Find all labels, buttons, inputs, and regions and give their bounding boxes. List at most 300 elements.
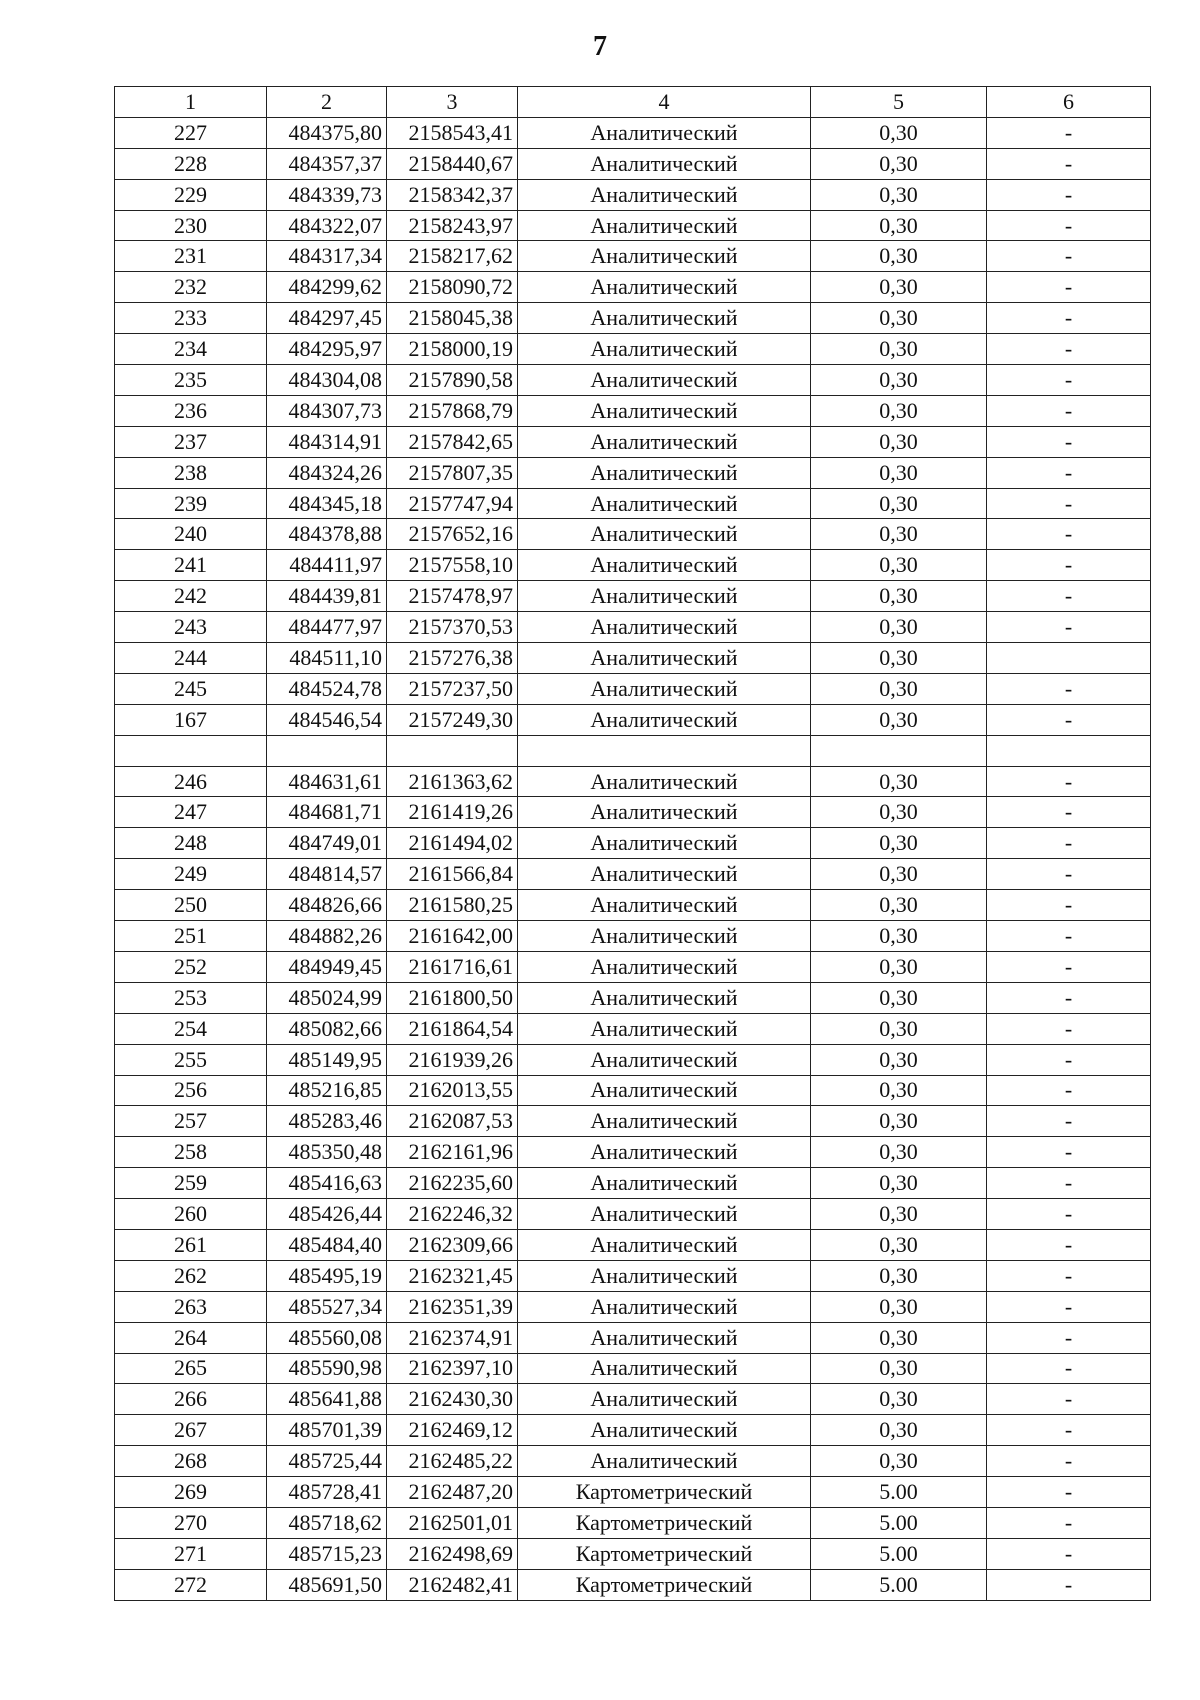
x-coordinate-cell: 484299,62 xyxy=(267,272,387,303)
method-cell: Аналитический xyxy=(518,1013,811,1044)
table-row xyxy=(115,1322,1151,1353)
table-row xyxy=(115,1538,1151,1569)
y-coordinate-cell: 2157249,30 xyxy=(387,704,518,735)
x-coordinate-cell: 485590,98 xyxy=(267,1353,387,1384)
accuracy-cell: 0,30 xyxy=(811,951,987,982)
y-coordinate-cell: 2161419,26 xyxy=(387,797,518,828)
y-coordinate-cell: 2162482,41 xyxy=(387,1569,518,1600)
point-number-cell: 240 xyxy=(115,519,267,550)
x-coordinate-cell: 485350,48 xyxy=(267,1137,387,1168)
method-cell: Аналитический xyxy=(518,550,811,581)
y-coordinate-cell: 2157276,38 xyxy=(387,643,518,674)
table-row xyxy=(115,890,1151,921)
accuracy-cell: 0,30 xyxy=(811,1229,987,1260)
point-number-cell: 245 xyxy=(115,673,267,704)
accuracy-cell: 5.00 xyxy=(811,1569,987,1600)
x-coordinate-cell: 485484,40 xyxy=(267,1229,387,1260)
point-number-cell: 239 xyxy=(115,488,267,519)
method-cell: Аналитический xyxy=(518,1229,811,1260)
table-row xyxy=(115,581,1151,612)
accuracy-cell: 5.00 xyxy=(811,1507,987,1538)
y-coordinate-cell: 2158045,38 xyxy=(387,303,518,334)
accuracy-cell: 0,30 xyxy=(811,365,987,396)
accuracy-cell: 0,30 xyxy=(811,179,987,210)
y-coordinate-cell: 2157890,58 xyxy=(387,365,518,396)
note-cell: - xyxy=(987,1291,1151,1322)
note-cell: - xyxy=(987,1229,1151,1260)
method-cell: Аналитический xyxy=(518,797,811,828)
x-coordinate-cell: 484749,01 xyxy=(267,828,387,859)
y-coordinate-cell: 2161864,54 xyxy=(387,1013,518,1044)
x-coordinate-cell: 485416,63 xyxy=(267,1168,387,1199)
column-header-3: 3 xyxy=(387,87,518,118)
note-cell: - xyxy=(987,1569,1151,1600)
point-number-cell: 233 xyxy=(115,303,267,334)
y-coordinate-cell: 2162485,22 xyxy=(387,1446,518,1477)
table-row xyxy=(115,1569,1151,1600)
accuracy-cell: 0,30 xyxy=(811,1199,987,1230)
point-number-cell: 269 xyxy=(115,1477,267,1508)
accuracy-cell: 0,30 xyxy=(811,766,987,797)
note-cell xyxy=(987,643,1151,674)
accuracy-cell: 0,30 xyxy=(811,488,987,519)
method-cell: Аналитический xyxy=(518,1415,811,1446)
y-coordinate-cell: 2157842,65 xyxy=(387,426,518,457)
x-coordinate-cell: 485082,66 xyxy=(267,1013,387,1044)
table-row xyxy=(115,210,1151,241)
method-cell: Аналитический xyxy=(518,890,811,921)
x-coordinate-cell: 484439,81 xyxy=(267,581,387,612)
y-coordinate-cell: 2157237,50 xyxy=(387,673,518,704)
accuracy-cell: 0,30 xyxy=(811,1044,987,1075)
point-number-cell: 252 xyxy=(115,951,267,982)
table-row xyxy=(115,272,1151,303)
x-coordinate-cell: 484681,71 xyxy=(267,797,387,828)
method-cell: Аналитический xyxy=(518,1260,811,1291)
y-coordinate-cell xyxy=(387,735,518,766)
coordinates-table xyxy=(114,86,1151,1601)
table-row xyxy=(115,1137,1151,1168)
x-coordinate-cell: 485725,44 xyxy=(267,1446,387,1477)
accuracy-cell: 0,30 xyxy=(811,1075,987,1106)
accuracy-cell: 5.00 xyxy=(811,1538,987,1569)
note-cell: - xyxy=(987,859,1151,890)
table-row xyxy=(115,1260,1151,1291)
note-cell: - xyxy=(987,519,1151,550)
x-coordinate-cell: 484524,78 xyxy=(267,673,387,704)
note-cell: - xyxy=(987,1168,1151,1199)
method-cell: Аналитический xyxy=(518,334,811,365)
note-cell: - xyxy=(987,1353,1151,1384)
table-row xyxy=(115,797,1151,828)
accuracy-cell: 0,30 xyxy=(811,1446,987,1477)
table-row xyxy=(115,1229,1151,1260)
y-coordinate-cell: 2161363,62 xyxy=(387,766,518,797)
accuracy-cell: 0,30 xyxy=(811,1353,987,1384)
note-cell: - xyxy=(987,1106,1151,1137)
point-number-cell: 227 xyxy=(115,117,267,148)
point-number-cell: 265 xyxy=(115,1353,267,1384)
point-number-cell: 235 xyxy=(115,365,267,396)
x-coordinate-cell: 484295,97 xyxy=(267,334,387,365)
point-number-cell: 230 xyxy=(115,210,267,241)
note-cell: - xyxy=(987,766,1151,797)
note-cell: - xyxy=(987,272,1151,303)
method-cell: Аналитический xyxy=(518,982,811,1013)
point-number-cell: 262 xyxy=(115,1260,267,1291)
note-cell: - xyxy=(987,241,1151,272)
accuracy-cell: 0,30 xyxy=(811,426,987,457)
x-coordinate-cell: 485527,34 xyxy=(267,1291,387,1322)
note-cell: - xyxy=(987,704,1151,735)
accuracy-cell: 0,30 xyxy=(811,1137,987,1168)
method-cell: Аналитический xyxy=(518,210,811,241)
method-cell: Аналитический xyxy=(518,643,811,674)
note-cell: - xyxy=(987,982,1151,1013)
point-number-cell: 260 xyxy=(115,1199,267,1230)
column-header-6: 6 xyxy=(987,87,1151,118)
table-row xyxy=(115,828,1151,859)
y-coordinate-cell: 2161566,84 xyxy=(387,859,518,890)
method-cell: Аналитический xyxy=(518,951,811,982)
method-cell: Аналитический xyxy=(518,1075,811,1106)
y-coordinate-cell: 2161494,02 xyxy=(387,828,518,859)
table-row xyxy=(115,519,1151,550)
y-coordinate-cell: 2162013,55 xyxy=(387,1075,518,1106)
y-coordinate-cell: 2162087,53 xyxy=(387,1106,518,1137)
accuracy-cell: 0,30 xyxy=(811,1013,987,1044)
accuracy-cell: 0,30 xyxy=(811,643,987,674)
table-row xyxy=(115,1044,1151,1075)
table-row xyxy=(115,334,1151,365)
point-number-cell: 229 xyxy=(115,179,267,210)
table-row xyxy=(115,766,1151,797)
note-cell: - xyxy=(987,921,1151,952)
x-coordinate-cell: 485495,19 xyxy=(267,1260,387,1291)
y-coordinate-cell: 2157370,53 xyxy=(387,612,518,643)
method-cell: Картометрический xyxy=(518,1507,811,1538)
note-cell: - xyxy=(987,179,1151,210)
point-number-cell: 249 xyxy=(115,859,267,890)
accuracy-cell: 0,30 xyxy=(811,210,987,241)
y-coordinate-cell: 2158440,67 xyxy=(387,148,518,179)
y-coordinate-cell: 2161800,50 xyxy=(387,982,518,1013)
method-cell: Картометрический xyxy=(518,1569,811,1600)
method-cell: Аналитический xyxy=(518,1044,811,1075)
y-coordinate-cell: 2157558,10 xyxy=(387,550,518,581)
method-cell: Аналитический xyxy=(518,1353,811,1384)
method-cell: Аналитический xyxy=(518,921,811,952)
point-number-cell: 257 xyxy=(115,1106,267,1137)
note-cell: - xyxy=(987,334,1151,365)
table-body xyxy=(115,117,1151,1600)
table-row xyxy=(115,303,1151,334)
x-coordinate-cell: 485426,44 xyxy=(267,1199,387,1230)
y-coordinate-cell: 2162246,32 xyxy=(387,1199,518,1230)
point-number-cell: 247 xyxy=(115,797,267,828)
table-row xyxy=(115,704,1151,735)
note-cell: - xyxy=(987,395,1151,426)
note-cell: - xyxy=(987,1446,1151,1477)
y-coordinate-cell: 2158243,97 xyxy=(387,210,518,241)
table-header xyxy=(115,87,1151,118)
table-row xyxy=(115,1013,1151,1044)
accuracy-cell: 0,30 xyxy=(811,272,987,303)
x-coordinate-cell: 484297,45 xyxy=(267,303,387,334)
note-cell: - xyxy=(987,951,1151,982)
method-cell: Аналитический xyxy=(518,519,811,550)
table-row xyxy=(115,859,1151,890)
note-cell: - xyxy=(987,117,1151,148)
x-coordinate-cell: 484375,80 xyxy=(267,117,387,148)
point-number-cell: 268 xyxy=(115,1446,267,1477)
point-number-cell: 254 xyxy=(115,1013,267,1044)
point-number-cell: 259 xyxy=(115,1168,267,1199)
accuracy-cell: 0,30 xyxy=(811,612,987,643)
note-cell: - xyxy=(987,148,1151,179)
method-cell: Аналитический xyxy=(518,426,811,457)
accuracy-cell: 0,30 xyxy=(811,241,987,272)
note-cell: - xyxy=(987,426,1151,457)
method-cell: Аналитический xyxy=(518,1446,811,1477)
accuracy-cell: 0,30 xyxy=(811,1168,987,1199)
x-coordinate-cell xyxy=(267,735,387,766)
table-row xyxy=(115,1353,1151,1384)
y-coordinate-cell: 2162321,45 xyxy=(387,1260,518,1291)
note-cell: - xyxy=(987,828,1151,859)
accuracy-cell: 0,30 xyxy=(811,457,987,488)
table-row xyxy=(115,1477,1151,1508)
x-coordinate-cell: 484511,10 xyxy=(267,643,387,674)
method-cell: Аналитический xyxy=(518,859,811,890)
table-row xyxy=(115,148,1151,179)
y-coordinate-cell: 2162469,12 xyxy=(387,1415,518,1446)
table-row xyxy=(115,612,1151,643)
note-cell: - xyxy=(987,1044,1151,1075)
y-coordinate-cell: 2162161,96 xyxy=(387,1137,518,1168)
x-coordinate-cell: 484378,88 xyxy=(267,519,387,550)
x-coordinate-cell: 485149,95 xyxy=(267,1044,387,1075)
y-coordinate-cell: 2162430,30 xyxy=(387,1384,518,1415)
y-coordinate-cell: 2162498,69 xyxy=(387,1538,518,1569)
note-cell: - xyxy=(987,1322,1151,1353)
point-number-cell xyxy=(115,735,267,766)
point-number-cell: 266 xyxy=(115,1384,267,1415)
y-coordinate-cell: 2161716,61 xyxy=(387,951,518,982)
accuracy-cell: 5.00 xyxy=(811,1477,987,1508)
point-number-cell: 255 xyxy=(115,1044,267,1075)
table-row xyxy=(115,1507,1151,1538)
x-coordinate-cell: 485715,23 xyxy=(267,1538,387,1569)
point-number-cell: 232 xyxy=(115,272,267,303)
note-cell: - xyxy=(987,1013,1151,1044)
accuracy-cell: 0,30 xyxy=(811,1415,987,1446)
x-coordinate-cell: 484882,26 xyxy=(267,921,387,952)
accuracy-cell: 0,30 xyxy=(811,1322,987,1353)
x-coordinate-cell: 484814,57 xyxy=(267,859,387,890)
accuracy-cell: 0,30 xyxy=(811,334,987,365)
method-cell: Аналитический xyxy=(518,581,811,612)
x-coordinate-cell: 485560,08 xyxy=(267,1322,387,1353)
note-cell: - xyxy=(987,797,1151,828)
method-cell: Аналитический xyxy=(518,272,811,303)
point-number-cell: 271 xyxy=(115,1538,267,1569)
x-coordinate-cell: 484314,91 xyxy=(267,426,387,457)
note-cell: - xyxy=(987,1507,1151,1538)
table-row xyxy=(115,179,1151,210)
accuracy-cell: 0,30 xyxy=(811,673,987,704)
y-coordinate-cell: 2158217,62 xyxy=(387,241,518,272)
x-coordinate-cell: 485283,46 xyxy=(267,1106,387,1137)
y-coordinate-cell: 2158000,19 xyxy=(387,334,518,365)
x-coordinate-cell: 484477,97 xyxy=(267,612,387,643)
note-cell: - xyxy=(987,210,1151,241)
method-cell: Аналитический xyxy=(518,1199,811,1230)
y-coordinate-cell: 2161939,26 xyxy=(387,1044,518,1075)
table-row xyxy=(115,117,1151,148)
x-coordinate-cell: 484304,08 xyxy=(267,365,387,396)
x-coordinate-cell: 485718,62 xyxy=(267,1507,387,1538)
point-number-cell: 238 xyxy=(115,457,267,488)
note-cell: - xyxy=(987,1538,1151,1569)
note-cell: - xyxy=(987,1260,1151,1291)
header-row xyxy=(115,87,1151,118)
method-cell: Аналитический xyxy=(518,488,811,519)
point-number-cell: 258 xyxy=(115,1137,267,1168)
method-cell: Картометрический xyxy=(518,1538,811,1569)
method-cell: Аналитический xyxy=(518,1137,811,1168)
method-cell: Аналитический xyxy=(518,612,811,643)
method-cell: Аналитический xyxy=(518,365,811,396)
x-coordinate-cell: 485216,85 xyxy=(267,1075,387,1106)
x-coordinate-cell: 484546,54 xyxy=(267,704,387,735)
accuracy-cell: 0,30 xyxy=(811,581,987,612)
accuracy-cell: 0,30 xyxy=(811,1106,987,1137)
x-coordinate-cell: 485024,99 xyxy=(267,982,387,1013)
method-cell: Аналитический xyxy=(518,828,811,859)
column-header-2: 2 xyxy=(267,87,387,118)
column-header-1: 1 xyxy=(115,87,267,118)
accuracy-cell: 0,30 xyxy=(811,1384,987,1415)
note-cell xyxy=(987,735,1151,766)
x-coordinate-cell: 484826,66 xyxy=(267,890,387,921)
point-number-cell: 246 xyxy=(115,766,267,797)
x-coordinate-cell: 485641,88 xyxy=(267,1384,387,1415)
accuracy-cell xyxy=(811,735,987,766)
y-coordinate-cell: 2162351,39 xyxy=(387,1291,518,1322)
note-cell: - xyxy=(987,1137,1151,1168)
note-cell: - xyxy=(987,612,1151,643)
point-number-cell: 241 xyxy=(115,550,267,581)
y-coordinate-cell: 2157652,16 xyxy=(387,519,518,550)
method-cell xyxy=(518,735,811,766)
method-cell: Аналитический xyxy=(518,1384,811,1415)
y-coordinate-cell: 2158543,41 xyxy=(387,117,518,148)
x-coordinate-cell: 484317,34 xyxy=(267,241,387,272)
note-cell: - xyxy=(987,550,1151,581)
note-cell: - xyxy=(987,303,1151,334)
y-coordinate-cell: 2161580,25 xyxy=(387,890,518,921)
y-coordinate-cell: 2158342,37 xyxy=(387,179,518,210)
point-number-cell: 231 xyxy=(115,241,267,272)
accuracy-cell: 0,30 xyxy=(811,828,987,859)
note-cell: - xyxy=(987,365,1151,396)
table-row xyxy=(115,673,1151,704)
accuracy-cell: 0,30 xyxy=(811,148,987,179)
point-number-cell: 251 xyxy=(115,921,267,952)
point-number-cell: 236 xyxy=(115,395,267,426)
note-cell: - xyxy=(987,488,1151,519)
table-row xyxy=(115,1168,1151,1199)
method-cell: Аналитический xyxy=(518,457,811,488)
y-coordinate-cell: 2157868,79 xyxy=(387,395,518,426)
note-cell: - xyxy=(987,1199,1151,1230)
x-coordinate-cell: 484949,45 xyxy=(267,951,387,982)
method-cell: Аналитический xyxy=(518,673,811,704)
note-cell: - xyxy=(987,673,1151,704)
point-number-cell: 267 xyxy=(115,1415,267,1446)
accuracy-cell: 0,30 xyxy=(811,550,987,581)
table-row xyxy=(115,550,1151,581)
table-row xyxy=(115,1415,1151,1446)
column-header-4: 4 xyxy=(518,87,811,118)
y-coordinate-cell: 2161642,00 xyxy=(387,921,518,952)
accuracy-cell: 0,30 xyxy=(811,704,987,735)
x-coordinate-cell: 484324,26 xyxy=(267,457,387,488)
point-number-cell: 270 xyxy=(115,1507,267,1538)
y-coordinate-cell: 2162235,60 xyxy=(387,1168,518,1199)
method-cell: Аналитический xyxy=(518,241,811,272)
point-number-cell: 261 xyxy=(115,1229,267,1260)
point-number-cell: 237 xyxy=(115,426,267,457)
accuracy-cell: 0,30 xyxy=(811,859,987,890)
y-coordinate-cell: 2162397,10 xyxy=(387,1353,518,1384)
accuracy-cell: 0,30 xyxy=(811,1260,987,1291)
table-row xyxy=(115,395,1151,426)
point-number-cell: 264 xyxy=(115,1322,267,1353)
note-cell: - xyxy=(987,1384,1151,1415)
method-cell: Аналитический xyxy=(518,766,811,797)
point-number-cell: 167 xyxy=(115,704,267,735)
table-row xyxy=(115,365,1151,396)
accuracy-cell: 0,30 xyxy=(811,519,987,550)
point-number-cell: 250 xyxy=(115,890,267,921)
y-coordinate-cell: 2162487,20 xyxy=(387,1477,518,1508)
method-cell: Аналитический xyxy=(518,395,811,426)
method-cell: Аналитический xyxy=(518,148,811,179)
y-coordinate-cell: 2157478,97 xyxy=(387,581,518,612)
x-coordinate-cell: 484339,73 xyxy=(267,179,387,210)
y-coordinate-cell: 2162374,91 xyxy=(387,1322,518,1353)
point-number-cell: 256 xyxy=(115,1075,267,1106)
accuracy-cell: 0,30 xyxy=(811,303,987,334)
note-cell: - xyxy=(987,581,1151,612)
table-row xyxy=(115,1075,1151,1106)
table-row xyxy=(115,951,1151,982)
table-row xyxy=(115,921,1151,952)
method-cell: Аналитический xyxy=(518,303,811,334)
table-row xyxy=(115,982,1151,1013)
note-cell: - xyxy=(987,1477,1151,1508)
x-coordinate-cell: 485728,41 xyxy=(267,1477,387,1508)
x-coordinate-cell: 484357,37 xyxy=(267,148,387,179)
point-number-cell: 242 xyxy=(115,581,267,612)
x-coordinate-cell: 484345,18 xyxy=(267,488,387,519)
point-number-cell: 253 xyxy=(115,982,267,1013)
x-coordinate-cell: 485691,50 xyxy=(267,1569,387,1600)
point-number-cell: 244 xyxy=(115,643,267,674)
method-cell: Аналитический xyxy=(518,117,811,148)
